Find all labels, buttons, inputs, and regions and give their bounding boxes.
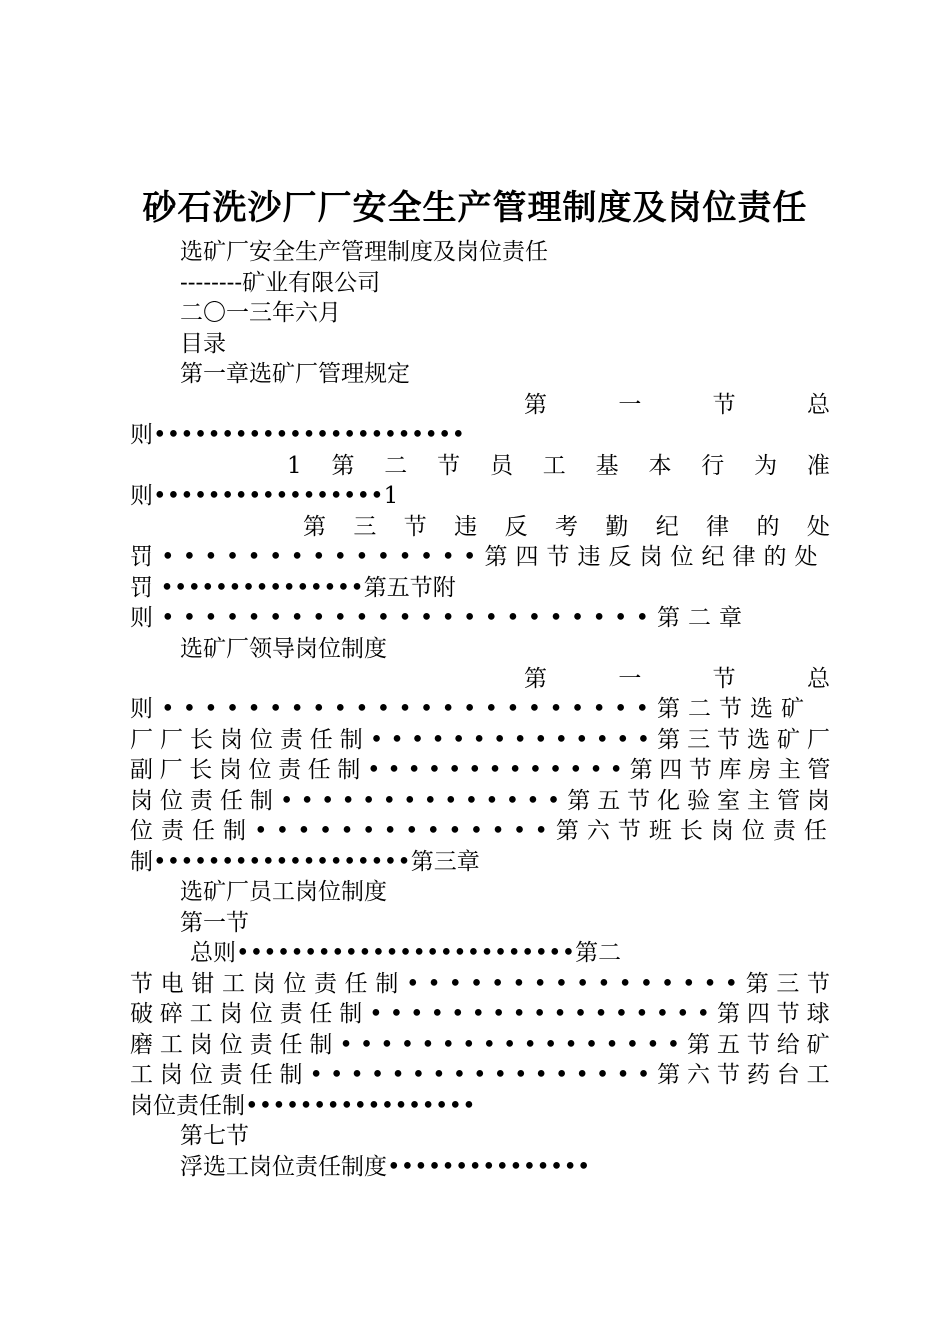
toc-line: 则•••••••••••••••••1 — [130, 483, 399, 509]
toc-line: 工岗位责任制•••••••••••••••••第六节药台工 — [130, 1062, 837, 1088]
toc-line: 第七节 — [180, 1123, 249, 1149]
toc-line: 磨工岗位责任制•••••••••••••••••第五节给矿 — [130, 1032, 837, 1058]
toc-line-spread — [524, 664, 830, 694]
toc-char: 三 — [353, 514, 377, 540]
document-title: 砂石洗沙厂厂安全生产管理制度及岗位责任 — [142, 188, 808, 228]
toc-line: 破碎工岗位责任制•••••••••••••••••第四节球 — [130, 1001, 837, 1027]
company-line: --------矿业有限公司 — [180, 270, 381, 296]
toc-char: 基 — [595, 453, 619, 479]
toc-char: 第 — [303, 514, 326, 540]
toc-char: 的 — [756, 514, 780, 540]
toc-line: 制•••••••••••••••••••第三章 — [130, 849, 480, 875]
toc-line: 岗位责任制••••••••••••••第五节化验室主管岗 — [130, 788, 837, 814]
toc-char: 节 — [712, 666, 736, 692]
toc-char: 反 — [504, 514, 528, 540]
toc-char: 节 — [437, 453, 461, 479]
toc-char: 本 — [648, 453, 672, 479]
toc-line: 选矿厂员工岗位制度 — [180, 879, 387, 905]
toc-line: 则•••••••••••••••••••••••第二章 — [130, 605, 751, 631]
toc-char: 一 — [618, 666, 642, 692]
toc-line-spread — [303, 512, 830, 542]
toc-char: 行 — [701, 453, 725, 479]
toc-char: 一 — [618, 392, 642, 418]
toc-line: 厂厂长岗位责任制••••••••••••••第三节选矿厂 — [130, 727, 837, 753]
toc-char: 1 — [287, 453, 302, 479]
toc-line-spread — [524, 390, 830, 420]
toc-line: 浮选工岗位责任制度••••••••••••••• — [180, 1154, 591, 1180]
toc-line: 副厂长岗位责任制•••••••••••••第四节库房主管 — [130, 757, 837, 783]
toc-heading: 目录 — [180, 331, 226, 357]
toc-line: 第一节 — [180, 910, 249, 936]
toc-char: 总 — [806, 392, 830, 418]
toc-char: 律 — [706, 514, 730, 540]
toc-line: 则••••••••••••••••••••••• — [130, 422, 466, 448]
subtitle: 选矿厂安全生产管理制度及岗位责任 — [180, 239, 548, 265]
toc-char: 勤 — [605, 514, 629, 540]
toc-line: 选矿厂领导岗位制度 — [180, 636, 387, 662]
toc-line: 则•••••••••••••••••••••••第二节选矿 — [130, 696, 813, 722]
toc-char: 第 — [524, 666, 547, 692]
toc-line: 节电钳工岗位责任制••••••••••••••••第三节 — [130, 971, 838, 997]
toc-line: 第一章选矿厂管理规定 — [180, 361, 410, 387]
toc-char: 二 — [384, 453, 408, 479]
toc-line-spread — [287, 451, 830, 481]
toc-char: 工 — [542, 453, 566, 479]
toc-char: 第 — [331, 453, 355, 479]
toc-char: 节 — [403, 514, 427, 540]
toc-char: 第 — [524, 392, 547, 418]
toc-char: 为 — [754, 453, 778, 479]
toc-char: 员 — [489, 453, 513, 479]
toc-char: 违 — [454, 514, 478, 540]
toc-char: 准 — [806, 453, 830, 479]
toc-line: 罚•••••••••••••••第四节违反岗位纪律的处 — [130, 544, 826, 570]
toc-line: 总则•••••••••••••••••••••••••第二 — [190, 940, 622, 966]
toc-line: 位责任制••••••••••••••第六节班长岗位责任 — [130, 818, 835, 844]
toc-char: 节 — [712, 392, 736, 418]
toc-line: 岗位责任制••••••••••••••••• — [130, 1093, 476, 1119]
toc-char: 纪 — [655, 514, 679, 540]
toc-line: 罚 •••••••••••••••第五节附 — [130, 575, 456, 601]
toc-char: 处 — [806, 514, 830, 540]
toc-char: 总 — [806, 666, 830, 692]
toc-char: 考 — [554, 514, 578, 540]
date-line: 二〇一三年六月 — [180, 300, 341, 326]
